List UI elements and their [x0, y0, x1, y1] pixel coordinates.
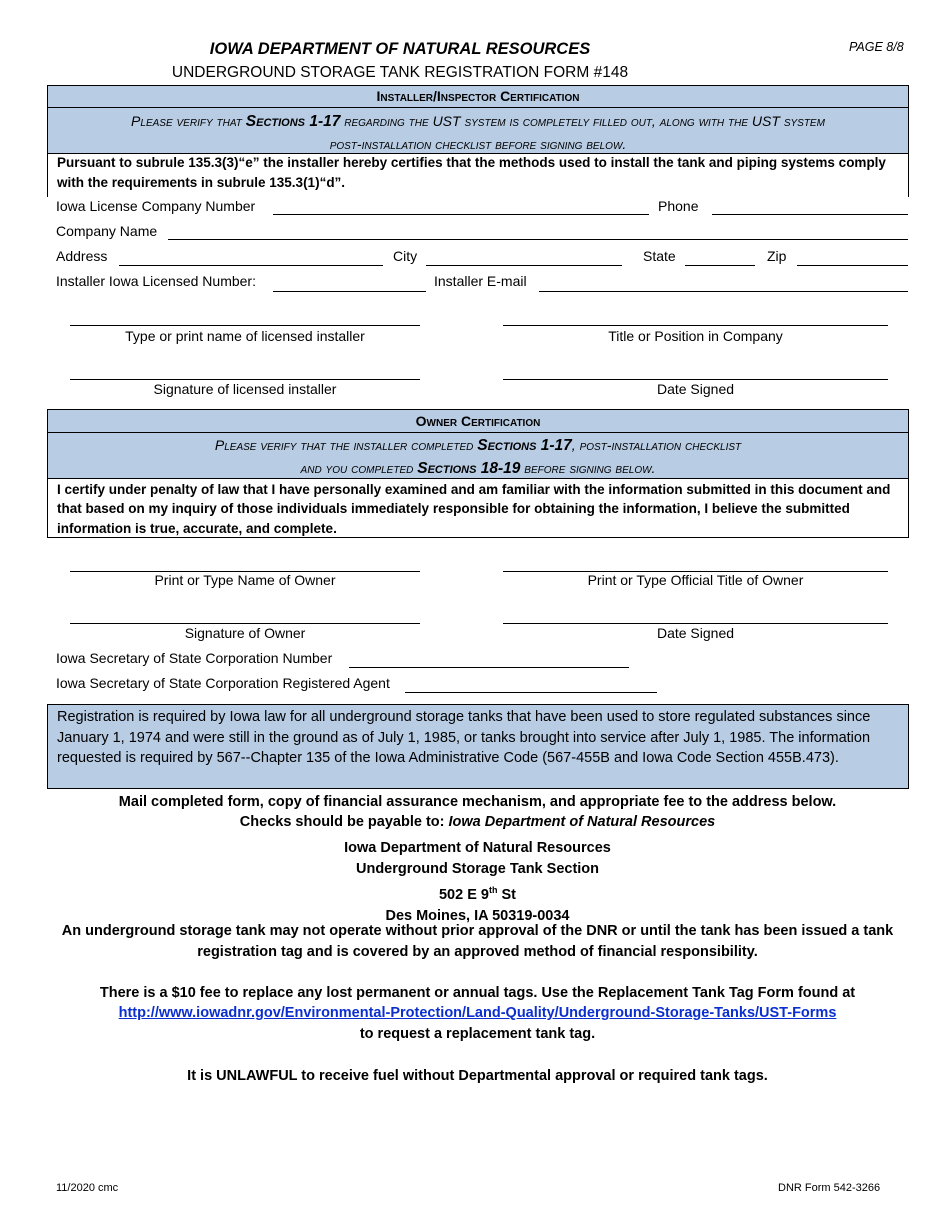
- owner-verify-text-c: , post-installation checklist: [571, 437, 742, 453]
- label-city: City: [393, 248, 418, 264]
- registration-notice: Registration is required by Iowa law for all underground storage tanks that have been used to store regulated substances since January 1, 1974 and were still in the ground as of July 1, 1985, or tanks brought into service after July 1, 1985. The information requested is required by 567--Chapter 135 of the Iowa Administrative Code (567-455B and Iowa Code Section 455B.473).: [47, 704, 909, 789]
- installer-verify-text-c: regarding the UST system is completely filled out, along with the UST system: [340, 113, 825, 129]
- unlawful-notice: It is UNLAWFUL to receive fuel without Departmental approval or required tank tags.: [187, 1068, 768, 1084]
- label-phone: Phone: [658, 198, 699, 214]
- owner-verify-sections-a: Sections 1-17: [477, 437, 572, 454]
- installer-signature-line[interactable]: [70, 379, 420, 380]
- agency-title: IOWA DEPARTMENT OF NATURAL RESOURCES: [209, 40, 591, 58]
- check-payable-to: Iowa Department of Natural Resources: [448, 814, 716, 830]
- address-street-suffix: th: [488, 885, 498, 895]
- label-company-name: Company Name: [56, 223, 158, 239]
- label-license-company-number: Iowa License Company Number: [56, 198, 256, 214]
- zip-field[interactable]: [797, 265, 908, 266]
- label-corp-number: Iowa Secretary of State Corporation Number: [56, 650, 333, 666]
- installer-section-header: Installer/Inspector Certification: [47, 85, 909, 108]
- ust-forms-link[interactable]: http://www.iowadnr.gov/Environmental-Protection/Land-Quality/Underground-Storage-Tanks/UST-Forms: [118, 1005, 837, 1021]
- owner-verify-note: [47, 432, 909, 479]
- label-state: State: [643, 248, 676, 264]
- mailing-address: [0, 838, 950, 927]
- installer-date-line[interactable]: [503, 379, 888, 380]
- installer-title-line[interactable]: [503, 325, 888, 326]
- address-street-name: St: [497, 886, 517, 903]
- owner-section-header: Owner Certification: [47, 409, 909, 433]
- address-street-number: 502 E 9: [438, 886, 489, 903]
- corp-number-field[interactable]: [349, 667, 629, 668]
- address-city: Des Moines, IA 50319-0034: [385, 907, 570, 924]
- owner-verify-text-d: and you completed: [300, 460, 418, 476]
- page-number: PAGE 8/8: [849, 40, 904, 54]
- installer-license-field[interactable]: [273, 291, 426, 292]
- installer-verify-text-a: Please verify that: [131, 113, 246, 129]
- owner-title-caption: Print or Type Official Title of Owner: [587, 572, 804, 588]
- installer-signature-caption: Signature of licensed installer: [153, 381, 337, 397]
- installer-verify-note: [47, 107, 909, 154]
- address-street: [0, 880, 950, 906]
- installer-verify-sections: Sections 1-17: [245, 113, 341, 130]
- tag-fee-notice: There is a $10 fee to replace any lost permanent or annual tags. Use the Replacement Tank Tag Form found at: [99, 985, 856, 1001]
- owner-date-caption: Date Signed: [656, 625, 735, 641]
- owner-date-line[interactable]: [503, 623, 888, 624]
- city-field[interactable]: [426, 265, 622, 266]
- check-payable-label: Checks should be payable to:: [239, 814, 449, 830]
- address-field[interactable]: [119, 265, 383, 266]
- address-section: Underground Storage Tank Section: [355, 861, 600, 877]
- installer-name-line[interactable]: [70, 325, 420, 326]
- installer-statement: Pursuant to subrule 135.3(3)“e” the installer hereby certifies that the methods used to install the tank and piping systems comply with the requirements in subrule 135.3(1)“d”.: [47, 153, 909, 197]
- address-org: Iowa Department of Natural Resources: [344, 840, 611, 856]
- owner-verify-text-a: Please verify that the installer completed: [214, 437, 478, 453]
- label-zip: Zip: [767, 248, 787, 264]
- company-name-field[interactable]: [168, 239, 908, 240]
- installer-verify-text-d: post-installation checklist before signing below.: [329, 136, 627, 152]
- form-title: UNDERGROUND STORAGE TANK REGISTRATION FORM #148: [171, 64, 629, 81]
- tag-request-note: to request a replacement tank tag.: [359, 1026, 596, 1042]
- owner-name-caption: Print or Type Name of Owner: [154, 572, 336, 588]
- installer-email-field[interactable]: [539, 291, 908, 292]
- label-address: Address: [56, 248, 108, 264]
- owner-signature-line[interactable]: [70, 623, 420, 624]
- owner-statement: I certify under penalty of law that I have personally examined and am familiar with the information submitted in this document and that based on my inquiry of those individuals immediately responsible for obtaining the information, I believe the submitted information is true, accurate, and complete.: [47, 478, 909, 538]
- state-field[interactable]: [685, 265, 755, 266]
- footer-form-number: DNR Form 542-3266: [778, 1182, 881, 1194]
- corp-agent-field[interactable]: [405, 692, 657, 693]
- installer-date-caption: Date Signed: [656, 381, 735, 397]
- license-company-number-field[interactable]: [273, 214, 649, 215]
- owner-verify-text-f: before signing below.: [520, 460, 656, 476]
- mail-instructions: Mail completed form, copy of financial assurance mechanism, and appropriate fee to the address below.: [118, 794, 837, 810]
- label-installer-license: Installer Iowa Licensed Number:: [56, 273, 256, 289]
- label-corp-agent: Iowa Secretary of State Corporation Registered Agent: [56, 675, 390, 691]
- installer-title-caption: Title or Position in Company: [608, 328, 783, 344]
- operate-notice: An underground storage tank may not operate without prior approval of the DNR or until the tank has been issued a tank registration tag and is covered by an approved method of financial responsibility.: [61, 923, 894, 960]
- owner-verify-sections-b: Sections 18-19: [417, 460, 521, 477]
- label-installer-email: Installer E-mail: [434, 273, 527, 289]
- owner-signature-caption: Signature of Owner: [184, 625, 306, 641]
- footer-revision: 11/2020 cmc: [56, 1182, 119, 1194]
- phone-field[interactable]: [712, 214, 908, 215]
- installer-name-caption: Type or print name of licensed installer: [125, 328, 365, 344]
- check-payable: [0, 814, 950, 830]
